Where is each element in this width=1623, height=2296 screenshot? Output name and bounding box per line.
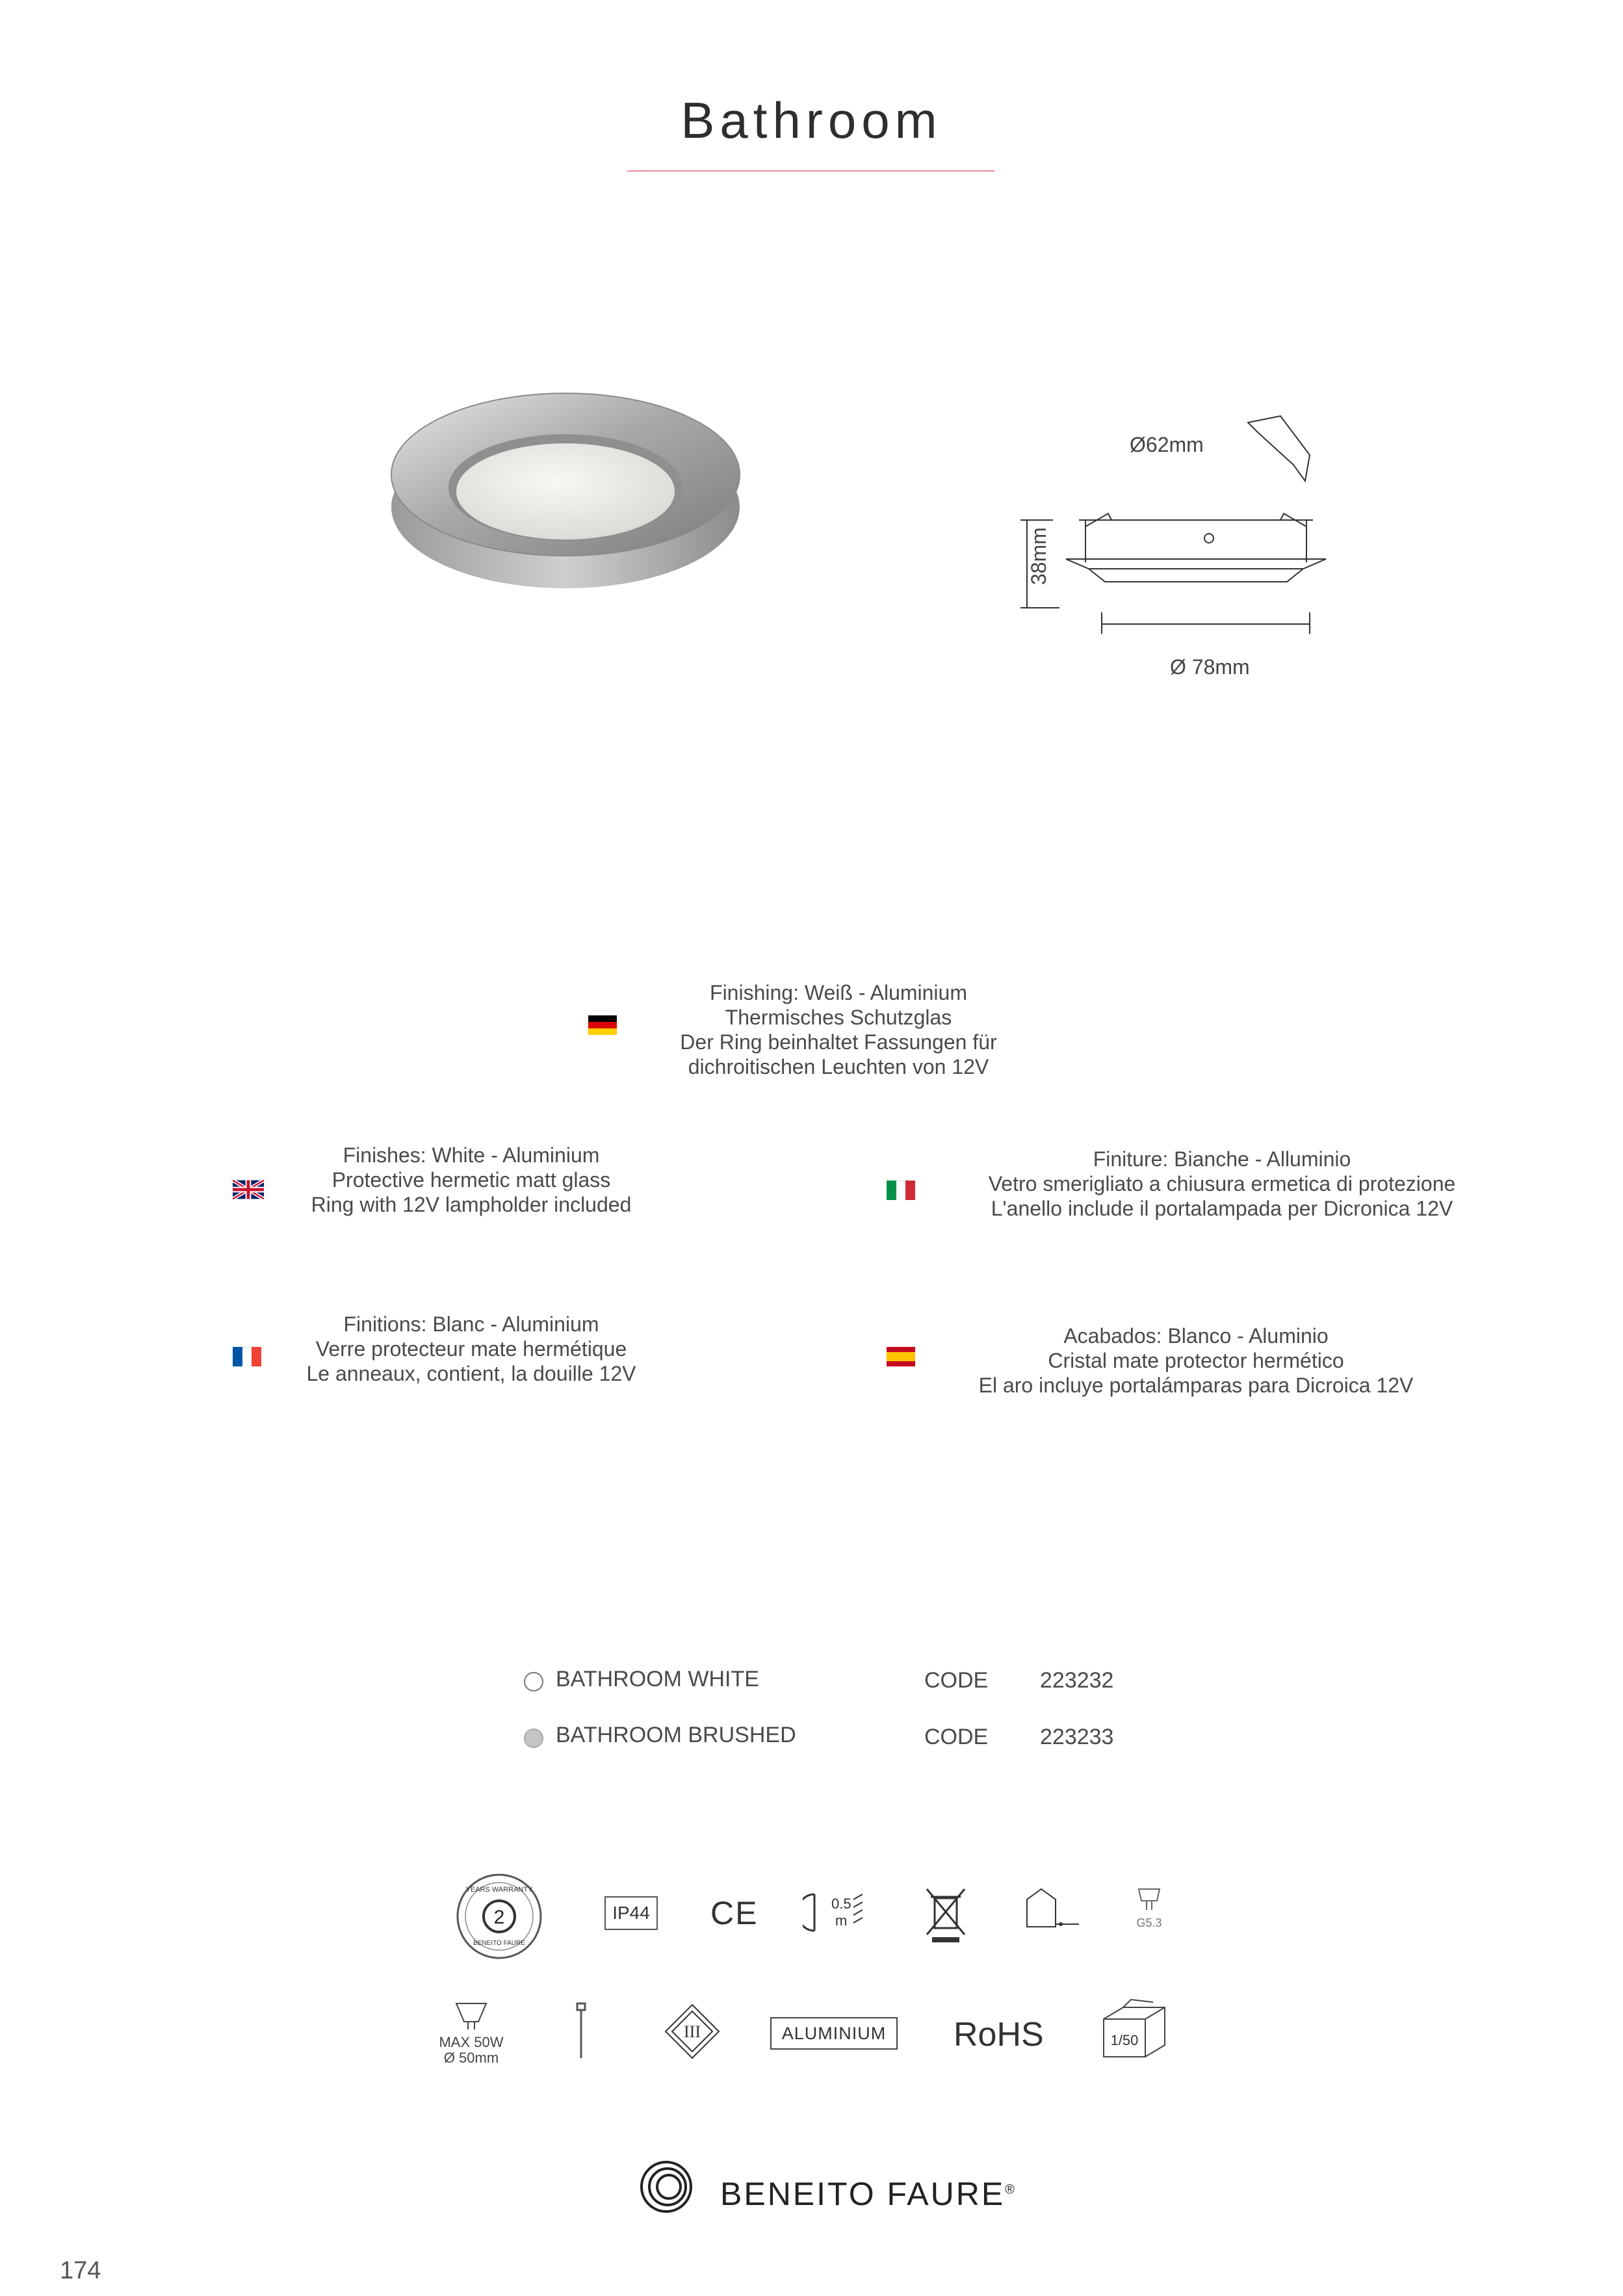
rohs-icon: RoHS — [954, 2016, 1044, 2054]
ip44-rating-icon: IP44 — [604, 1896, 658, 1930]
lamp-type-icon — [1130, 1883, 1169, 1935]
distance-icon — [803, 1888, 868, 1940]
brand-logo-icon — [639, 2159, 694, 2214]
bulb-specs: MAX 50W Ø 50mm — [439, 2034, 504, 2066]
bulb-icon — [448, 2000, 494, 2032]
description-german: Finishing: Weiß - Aluminium Thermisches Schutzglas Der Ring beinhaltet Fassungen für dichroitischen Leuchten von 12V — [680, 981, 997, 1078]
page-title: Bathroom — [681, 92, 942, 149]
svg-text:0.5: 0.5 — [831, 1896, 851, 1912]
svg-text:m: m — [835, 1912, 848, 1929]
product-code: 223233 — [1040, 1725, 1114, 1749]
description-italian: Finiture: Bianche - Alluminio Vetro smerigliato a chiusura ermetica di protezione L'anello include il portalampada per Dicronica 12V — [988, 1147, 1456, 1220]
code-label: CODE — [924, 1668, 989, 1693]
description-english: Finishes: White - Aluminium Protective hermetic matt glass Ring with 12V lampholder included — [311, 1143, 632, 1216]
weee-bin-icon — [923, 1885, 968, 1944]
variant-name: BATHROOM WHITE — [556, 1667, 759, 1691]
box-quantity-icon — [1098, 1996, 1171, 2061]
description-french: Finitions: Blanc - Aluminium Verre protecteur mate hermétique Le anneaux, contient, la douille 12V — [306, 1312, 636, 1385]
german-flag-icon — [588, 1015, 617, 1035]
svg-text:BENEITO FAURE: BENEITO FAURE — [473, 1940, 525, 1947]
svg-text:YEARS WARRANTY: YEARS WARRANTY — [465, 1886, 533, 1894]
description-spanish: Acabados: Blanco - Aluminio Cristal mate protector hermético El aro incluye portalámparas para Dicroica 12V — [978, 1324, 1414, 1397]
french-flag-icon — [233, 1347, 261, 1366]
svg-text:G5.3: G5.3 — [1136, 1916, 1162, 1929]
uk-flag-icon — [233, 1180, 264, 1199]
product-photo — [383, 371, 747, 605]
spring-clip-icon — [572, 2000, 591, 2062]
aluminium-material-icon: ALUMINIUM — [770, 2017, 898, 2050]
recessed-ceiling-icon — [1020, 1885, 1085, 1931]
variant-name: BATHROOM BRUSHED — [556, 1723, 796, 1747]
code-label: CODE — [924, 1725, 989, 1749]
finish-swatch-white — [524, 1672, 543, 1691]
svg-text:2: 2 — [493, 1907, 505, 1928]
page-number: 174 — [60, 2257, 101, 2284]
class-iii-icon — [663, 2002, 721, 2061]
dimension-height: 38mm — [1027, 527, 1050, 585]
product-code: 223232 — [1040, 1668, 1114, 1693]
svg-text:1/50: 1/50 — [1110, 2032, 1139, 2048]
warranty-badge-icon — [455, 1872, 543, 1961]
finish-swatch-brushed — [524, 1729, 543, 1748]
dimension-bottom: Ø 78mm — [1170, 655, 1250, 679]
brand-name: BENEITO FAURE® — [720, 2176, 1017, 2212]
dimension-top: Ø62mm — [1130, 433, 1204, 456]
title-divider — [627, 170, 994, 172]
ce-mark-icon: CE — [710, 1895, 759, 1931]
svg-text:III: III — [684, 2022, 701, 2041]
italian-flag-icon — [887, 1181, 915, 1200]
spanish-flag-icon — [887, 1347, 915, 1366]
